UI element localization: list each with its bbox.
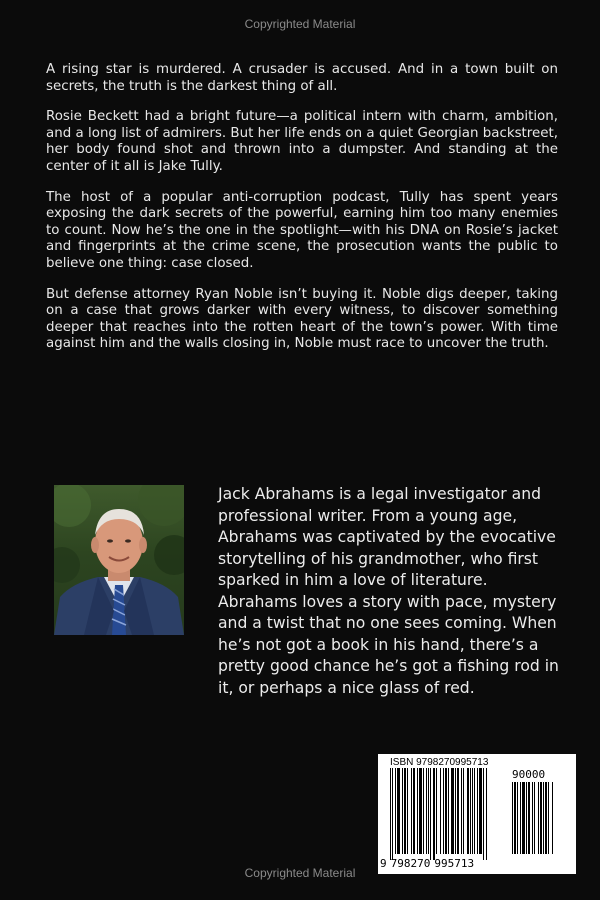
author-bio: Jack Abrahams is a legal investigator and professional writer. From a young age, Abrahams was captivated by the evocative storytelling of his grandmother, who first sparked in him a love of literature. Abrahams loves a story with pace, mystery and a twist that no one sees coming. When he’s not got a book in his hand, there’s a pretty good chance he’s got a fishing rod in it, or perhaps a nice glass of red. [218, 485, 559, 697]
isbn-digit-group1: 798270 [390, 857, 431, 870]
barcode-bars-main [390, 768, 502, 860]
isbn-barcode [378, 754, 576, 874]
isbn-digit-first: 9 [380, 857, 387, 870]
copyright-watermark-bottom: Copyrighted Material [244, 866, 356, 880]
back-cover-blurb [46, 62, 558, 367]
blurb-paragraph-tully: The host of a popular anti-corruption podcast, Tully has spent years exposing the dark secrets of the powerful, earning him too many enemies to count. Now he’s the one in the spotlight—with his DNA on Rosie’s jacket and fingerprints at the crime scene, the prosecution wants the public to believe one thing: case closed. [46, 189, 558, 271]
blurb-paragraph-rosie: Rosie Beckett had a bright future—a political intern with charm, ambition, and a long list of admirers. But her life ends on a quiet Georgian backstreet, her body found shot and thrown into a dumpster. And standing at the center of it all is Jake Tully. [46, 109, 558, 174]
barcode-bars-addon [512, 782, 570, 860]
isbn-digit-group2: 995713 [434, 857, 475, 870]
price-code: 90000 [512, 768, 546, 781]
author-photo [54, 485, 184, 635]
isbn-label: ISBN 9798270995713 [390, 757, 489, 768]
blurb-paragraph-noble: But defense attorney Ryan Noble isn’t buying it. Noble digs deeper, taking on a case that grows darker with every witness, to discover something deeper that reaches into the rotten heart of the town’s power. With time against him and the walls closing in, Noble must race to uncover the truth. [46, 286, 558, 352]
copyright-watermark-top: Copyrighted Material [244, 17, 356, 31]
blurb-paragraph-tagline: A rising star is murdered. A crusader is accused. And in a town built on secrets, the truth is the darkest thing of all. [46, 62, 558, 94]
